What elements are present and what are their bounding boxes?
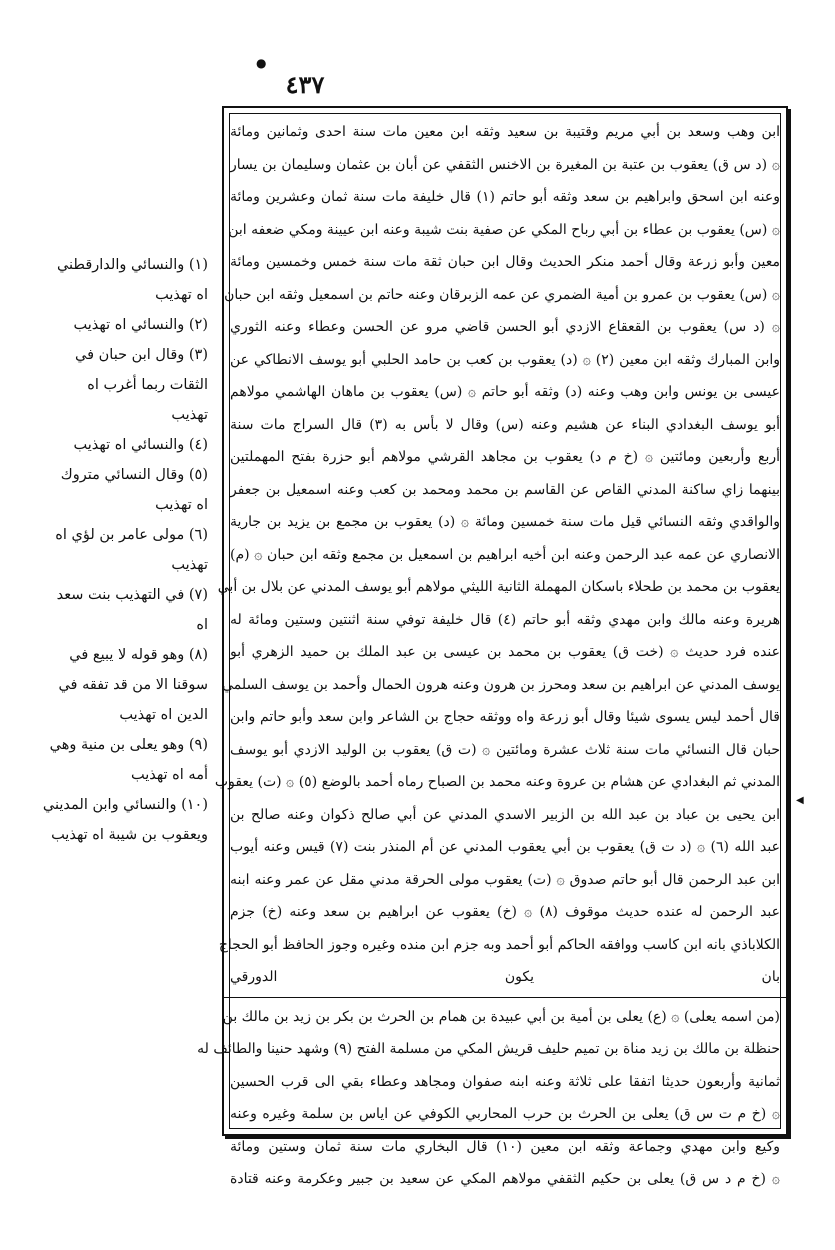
text-line: ۞ (س) يعقوب بن عمرو بن أمية الضمري عن عمه الزبرقان وعنه حاتم بن اسمعيل وثقه ابن حبان — [224, 286, 780, 303]
footnote-line: (٨) وهو قوله لا يبيع في — [69, 647, 208, 663]
text-line: هريرة وعنه مالك وابن مهدي وثقه أبو حاتم (٤) قال خليفة توفي سنة اثنتين وستين ومائة له — [230, 611, 780, 628]
text-line: عبد الرحمن له عنده حديث موقوف (٨) ۞ (خ) يعقوب عن ابراهيم بن سعد وعنه (خ) جزم — [230, 904, 780, 920]
text-line: وكيع وابن مهدي وجماعة وثقه ابن معين (١٠) قال البخاري مات سنة ثمان وستين ومائة — [230, 1138, 780, 1155]
text-line: (من اسمه يعلى) ۞ (ع) يعلى بن أمية بن أبي عبيدة بن همام بن الحرث بن بكر بن زيد بن مالك بن — [222, 1008, 780, 1025]
footnote-line: (١) والنسائي والدارقطني — [56, 257, 208, 273]
footnote-line: الدين اه تهذيب — [119, 707, 208, 723]
text-line: ثمانية وأربعون حديثا اتفقا على ثلاثة وعنه ابنه صفوان ومجاهد وعطاء بقي الى قرب الحسين — [230, 1073, 780, 1090]
text-line: قال أحمد ليس يسوى شيئا وقال أبو زرعة واه ووثقه حجاج بن الشاعر وابن سعد وأبو حاتم وابن — [230, 709, 780, 725]
footnote-line: تهذيب — [171, 407, 208, 423]
margin-tick: ◀ — [796, 795, 804, 806]
page-number: ٤٣٧ — [285, 70, 325, 99]
text-line: أربع وأربعين ومائتين ۞ (خ م د) يعقوب بن مجاهد القرشي مولاهم أبو حزرة بفتح المهملتين — [230, 449, 780, 465]
footnote-line: أمه اه تهذيب — [130, 767, 208, 783]
footnote-line: (٦) مولى عامر بن لؤي اه — [55, 527, 208, 543]
text-line: الانصاري عن عمه عبد الرحمن وعنه ابن أخيه ابراهيم بن اسمعيل بن مجمع وثقه ابن حبان ۞ (م) — [230, 546, 780, 563]
text-line: الكلاباذي بانه ابن كاسب ووافقه الحاكم أبو أحمد وبه جزم ابن منده وغيره وجوز الحافظ أبو الحجاج — [218, 936, 780, 953]
text-line: وعنه ابن اسحق وابراهيم بن سعد وثقه أبو حاتم (١) قال خليفة مات سنة ثمان وعشرين ومائة — [230, 189, 780, 205]
text-line: ۞ (خ م د س ق) يعلى بن حكيم الثقفي مولاهم المكي عن سعيد بن جبير وعكرمة وعنه قتادة — [230, 1171, 780, 1187]
section-divider — [224, 997, 786, 998]
footnote-line: (٩) وهو يعلى بن منية وهي — [49, 737, 208, 753]
ink-mark: ● — [256, 56, 267, 70]
text-line: عنده فرد حديث ۞ (خت ق) يعقوب بن محمد بن عيسى بن عبد الملك بن حميد الزهري أبو — [230, 644, 780, 660]
text-line: بان يكون الدورقي — [230, 969, 780, 985]
text-line: المدني ثم البغدادي عن هشام بن عروة وعنه محمد بن الصباح رماه أحمد بالوضع (٥) ۞ (ت) يعقوب — [214, 774, 780, 790]
footnote-line: (٧) في التهذيب بنت سعد — [56, 587, 208, 603]
text-line: معين وأبو زرعة وقال أحمد منكر الحديث وقال ابن حبان ثقة مات سنة خمس وخمسين ومائة — [230, 254, 780, 270]
text-line: عبد الله (٦) ۞ (د ت ق) يعقوب بن أبي يعقوب المدني عن أم المنذر بنت (٧) قيس وعنه أيوب — [230, 839, 780, 855]
text-line: ابن عبد الرحمن قال أبو حاتم صدوق ۞ (ت) يعقوب مولى الحرقة مدني مقل عن عمر وعنه ابنه — [230, 871, 780, 888]
text-line: ۞ (س) يعقوب بن عطاء بن أبي رباح المكي عن صفية بنت شيبة وعنه ابن عيينة ومكي ضعفه ابن — [228, 221, 780, 238]
text-line: أبو يوسف البغدادي البناء عن هشيم وعنه (س) وقال لا بأس به (٣) قال السراج مات سنة — [230, 416, 780, 433]
text-line: عيسى بن يونس وابن وهب وعنه (د) وثقه أبو حاتم ۞ (س) يعقوب بن ماهان الهاشمي مولاهم — [230, 384, 780, 400]
footnote-line: اه تهذيب — [155, 497, 208, 513]
footnote-line: (٢) والنسائي اه تهذيب — [73, 317, 208, 333]
text-line: ۞ (د س ق) يعقوب بن عتبة بن المغيرة بن الاخنس الثقفي عن أبان بن عثمان وسليمان بن يسار — [230, 156, 780, 173]
text-line: يعقوب بن محمد بن طحلاء باسكان المهملة الثانية الليثي مولاهم أبو يوسف المدني عن بلال بن أبي — [217, 579, 780, 595]
main-text-frame — [197, 106, 788, 1187]
text-line: ۞ (خ م ت س ق) يعلى بن الحرث بن حرب المحاربي الكوفي عن اياس بن سلمة وغيره وعنه — [230, 1106, 780, 1122]
footnote-line: اه — [196, 617, 208, 633]
footnote-line: تهذيب — [171, 557, 208, 573]
text-line: والواقدي وثقه النسائي قيل مات سنة خمسين ومائة ۞ (د) يعقوب بن مجمع بن يزيد بن جارية — [230, 514, 780, 530]
footnote-line: (١٠) والنسائي وابن المديني — [42, 797, 208, 813]
footnote-line: (٣) وقال ابن حبان في — [75, 347, 208, 363]
text-line: بينهما زاي ساكنة المدني القاص عن القاسم بن محمد ومحمد بن كعب وعنه اسمعيل بن جعفر — [230, 481, 780, 498]
footnote-line: (٥) وقال النسائي متروك — [60, 467, 208, 483]
footnote-line: (٤) والنسائي اه تهذيب — [73, 437, 208, 453]
main-text — [197, 116, 781, 1187]
text-line: حنظلة بن مالك بن زيد مناة بن تميم حليف قريش المكي من مسلمة الفتح (٩) وشهد حنينا والطائف له — [197, 1041, 780, 1057]
footnote-line: ويعقوب بن شيبة اه تهذيب — [51, 827, 208, 843]
footnote-line: سوقنا الا من قد تفقه في — [58, 677, 208, 693]
text-line: يوسف المدني عن ابراهيم بن سعد ومحرز بن هرون وعنه هرون الحمال وأحمد بن يوسف السلمي — [222, 676, 780, 693]
text-line: حبان قال النسائي مات سنة ثلاث عشرة ومائتين ۞ (ت ق) يعقوب بن الوليد الازدي أبو يوسف — [230, 741, 780, 758]
margin-footnotes — [8, 250, 208, 850]
text-line: وابن المبارك وثقه ابن معين (٢) ۞ (د) يعقوب بن كعب بن حامد الحلبي أبو يوسف الانطاكي عن — [230, 351, 781, 368]
text-line: ابن وهب وسعد بن أبي مريم وقتيبة بن سعيد وثقه ابن معين مات سنة احدى وثمانين ومائة — [230, 124, 780, 140]
text-line: ۞ (د س) يعقوب بن القعقاع الازدي أبو الحسن قاضي مرو عن الحسن وعطاء وعنه الثوري — [230, 319, 780, 335]
footnote-line: الثقات ربما أغرب اه — [87, 377, 208, 393]
footnote-line: اه تهذيب — [155, 287, 208, 303]
entries-yala — [197, 1001, 780, 1196]
text-line: ابن يحيى بن عباد بن عبد الله بن الزبير الاسدي المدني عن أبي صالح ذكوان وعنه صالح بن — [230, 806, 780, 823]
entries-yaqub — [214, 116, 781, 994]
